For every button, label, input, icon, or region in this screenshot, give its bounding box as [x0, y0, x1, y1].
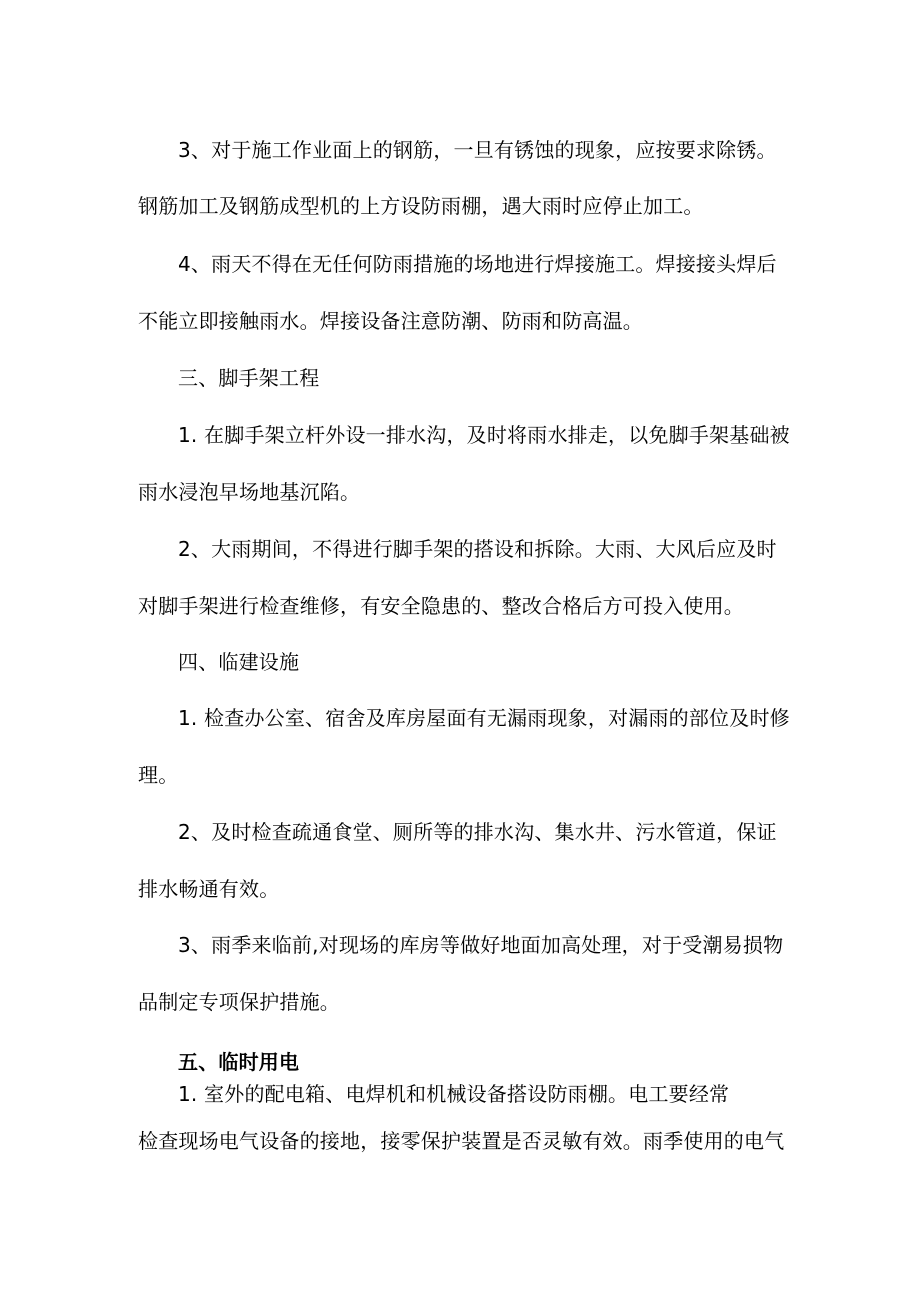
paragraph-line: 2、及时检查疏通食堂、厕所等的排水沟、集水井、污水管道，保证 [178, 820, 777, 844]
paragraph-line: 雨水浸泡早场地基沉陷。 [138, 480, 361, 504]
paragraph-line: 不能立即接触雨水。焊接设备注意防潮、防雨和防高温。 [138, 309, 643, 333]
paragraph-line: 理。 [138, 763, 179, 787]
paragraph-line: 排水畅通有效。 [138, 877, 280, 901]
paragraph-line: 1. 室外的配电箱、电焊机和机械设备搭设防雨棚。电工要经常 [178, 1082, 730, 1106]
paragraph-line: 2、大雨期间，不得进行脚手架的搭设和拆除。大雨、大风后应及时 [178, 537, 777, 561]
paragraph-line: 检查现场电气设备的接地，接零保护装置是否灵敏有效。雨季使用的电气 [138, 1129, 785, 1153]
paragraph-line: 1. 检查办公室、宿舍及库房屋面有无漏雨现象，对漏雨的部位及时修 [178, 706, 790, 730]
section-heading: 四、临建设施 [178, 650, 300, 674]
paragraph-line: 4、雨天不得在无任何防雨措施的场地进行焊接施工。焊接接头焊后 [178, 252, 777, 276]
section-heading: 三、脚手架工程 [178, 366, 320, 390]
section-heading: 五、临时用电 [178, 1050, 300, 1074]
paragraph-line: 品制定专项保护措施。 [138, 990, 340, 1014]
paragraph-line: 钢筋加工及钢筋成型机的上方设防雨棚，遇大雨时应停止加工。 [138, 194, 704, 218]
paragraph-line: 3、对于施工作业面上的钢筋，一旦有锈蚀的现象，应按要求除锈。 [178, 138, 777, 162]
paragraph-line: 对脚手架进行检查维修，有安全隐患的、整改合格后方可投入使用。 [138, 594, 744, 618]
paragraph-line: 3、雨季来临前,对现场的库房等做好地面加高处理，对于受潮易损物 [178, 933, 784, 957]
paragraph-line: 1. 在脚手架立杆外设一排水沟，及时将雨水排走，以免脚手架基础被 [178, 423, 790, 447]
